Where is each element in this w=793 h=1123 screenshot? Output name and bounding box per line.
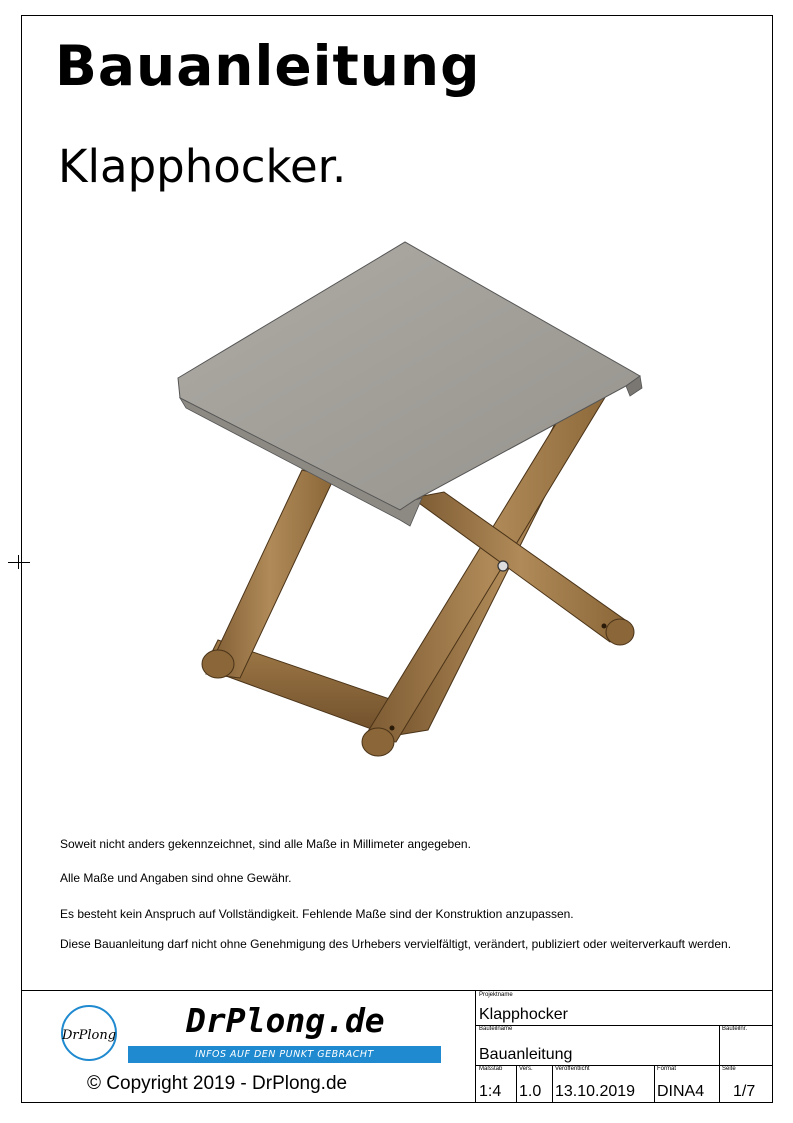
- version-label: Vers.: [519, 1066, 533, 1072]
- page-value: 1/7: [733, 1083, 756, 1100]
- fold-mark: [8, 562, 30, 563]
- fold-mark-vertical: [18, 555, 19, 569]
- brand-name: DrPlong.de: [186, 1001, 385, 1040]
- version-value: 1.0: [519, 1083, 542, 1100]
- copyright-text: © Copyright 2019 - DrPlong.de: [87, 1073, 348, 1094]
- logo-area: [21, 991, 475, 1102]
- published-label: Veröffentlicht: [555, 1066, 590, 1072]
- project-value: Klapphocker: [479, 1006, 568, 1023]
- part-name-label: Bauteilname: [479, 1026, 513, 1032]
- screw-hole: [390, 726, 395, 731]
- note-disclaimer: Alle Maße und Angaben sind ohne Gewähr.: [60, 871, 292, 885]
- leg-foot-right: [362, 728, 394, 756]
- document-title: Bauanleitung: [55, 34, 481, 98]
- title-block: [21, 990, 773, 1103]
- title-block-grid: [475, 991, 771, 1102]
- document-subtitle: Klapphocker.: [58, 140, 347, 193]
- leg-foot-left: [202, 650, 234, 678]
- part-name-value: Bauanleitung: [479, 1046, 573, 1063]
- pivot-bolt: [498, 561, 508, 571]
- published-value: 13.10.2019: [555, 1083, 636, 1100]
- cell-page: [719, 1065, 772, 1102]
- cell-scale: [476, 1065, 516, 1102]
- slogan-bar: INFOS AUF DEN PUNKT GEBRACHT: [128, 1046, 441, 1063]
- cell-published: [552, 1065, 654, 1102]
- format-label: Format: [657, 1066, 677, 1072]
- rail-end: [606, 619, 634, 645]
- svg-text:DrPlong: DrPlong: [61, 1028, 117, 1043]
- part-no-label: Bauteilnr.: [722, 1026, 748, 1032]
- folding-stool-illustration: [160, 230, 660, 790]
- cell-format: [654, 1065, 719, 1102]
- format-value: DINA4: [657, 1083, 705, 1100]
- seat-fabric: [178, 242, 640, 510]
- note-units: Soweit nicht anders gekennzeichnet, sind alle Maße in Millimeter angegeben.: [60, 837, 471, 851]
- cell-version: [516, 1065, 552, 1102]
- scale-value: 1:4: [479, 1083, 502, 1100]
- cell-part-name: [476, 1025, 719, 1065]
- page-label: Seite: [722, 1066, 736, 1072]
- logo-icon: [57, 1003, 121, 1063]
- note-copyright: Diese Bauanleitung darf nicht ohne Genehmigung des Urhebers vervielfältigt, verändert, publiziert oder weiterverkauft werden.: [60, 937, 732, 951]
- screw-hole-rail: [602, 624, 607, 629]
- cell-part-no: [719, 1025, 772, 1065]
- project-label: Projektname: [479, 992, 513, 998]
- note-completeness: Es besteht kein Anspruch auf Vollständigkeit. Fehlende Maße sind der Konstruktion anzupassen.: [60, 907, 574, 921]
- scale-label: Maßstab: [479, 1066, 503, 1072]
- cell-project: [476, 991, 772, 1025]
- leg-front-left: [206, 470, 334, 678]
